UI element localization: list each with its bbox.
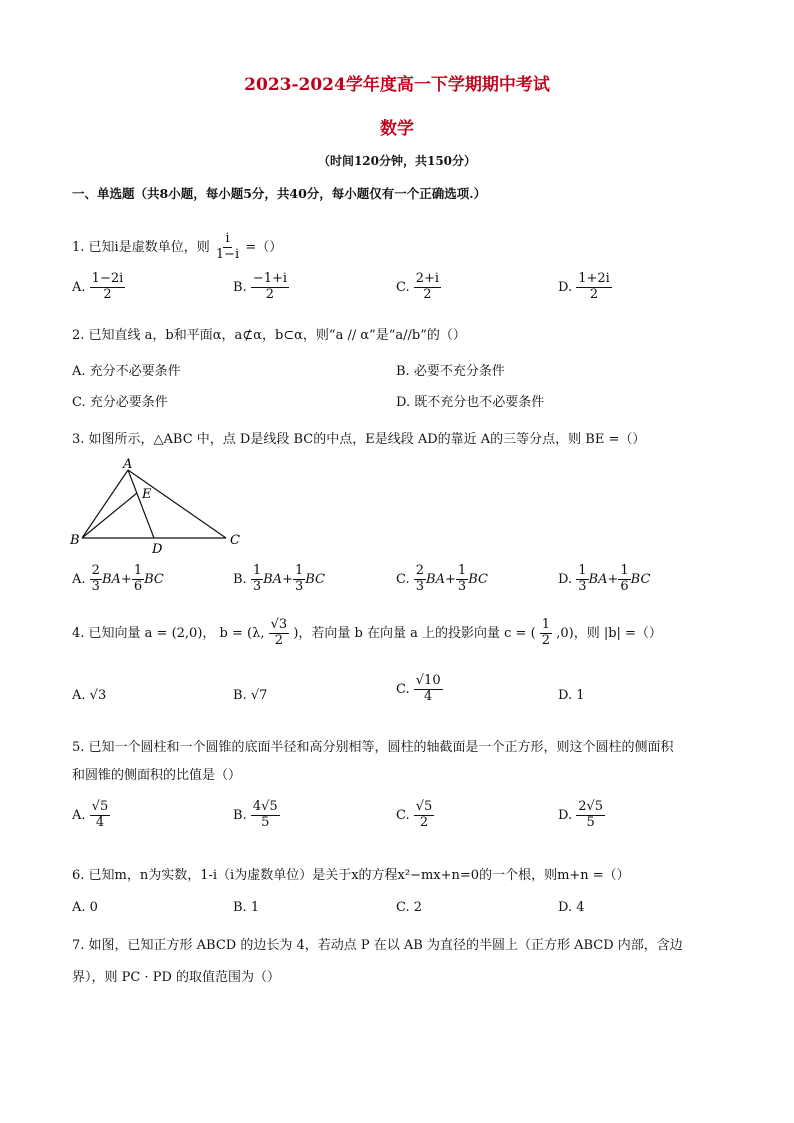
option-text: 充分不必要条件 — [89, 364, 181, 379]
option-fraction — [576, 800, 605, 831]
frac-num: √5 — [415, 799, 433, 814]
q4-option-c — [396, 674, 443, 705]
option-letter: B. — [233, 688, 247, 703]
label-b: B — [70, 533, 80, 548]
section-heading: 一、单选题（共8小题，每小题5分，共40分，每小题仅有一个正确选项.） — [72, 186, 487, 201]
q4-b-part: b = (λ, — [219, 625, 265, 641]
coef-2 — [456, 564, 468, 595]
frac-den: 3 — [578, 578, 587, 594]
q1-fraction — [214, 232, 241, 263]
q4-option-d — [558, 688, 585, 703]
vector-bc: BC — [305, 571, 325, 587]
option-text: √3 — [89, 688, 107, 703]
frac-num: 2+i — [415, 271, 440, 286]
frac-num: 2 — [91, 563, 100, 578]
coef-2 — [293, 564, 305, 595]
frac-num: √5 — [91, 799, 109, 814]
option-text: 必要不充分条件 — [413, 364, 505, 379]
frac-den: 5 — [586, 814, 595, 830]
exam-title: 2023-2024学年度高一下学期期中考试 — [244, 75, 550, 95]
q6-option-c — [396, 900, 422, 915]
plus-sign: + — [282, 571, 293, 587]
frac-num: 1 — [578, 563, 587, 578]
q4-b-fraction — [269, 618, 290, 649]
option-letter: D. — [558, 571, 573, 587]
frac-den: 3 — [457, 578, 467, 594]
frac-num: √10 — [415, 673, 441, 688]
coef-2 — [132, 564, 144, 595]
vector-ba: BA — [588, 571, 608, 587]
option-letter: A. — [72, 364, 86, 379]
option-letter: C. — [396, 571, 410, 587]
option-fraction — [90, 800, 111, 831]
question-7-line-1: 7. 如图，已知正方形 ABCD 的边长为 4，若动点 P 在以 AB 为直径的半圆上（正方形 ABCD 内部，含边 — [72, 938, 683, 953]
option-text: 2 — [413, 900, 423, 915]
triangle-figure — [66, 458, 256, 558]
question-6: 6. 已知m，n为实数，1-i（i为虚数单位）是关于x的方程x²−mx+n=0的一个根，则m+n =（） — [72, 868, 630, 883]
subject-title: 数学 — [380, 119, 414, 139]
coef-2 — [618, 564, 630, 595]
frac-num: 1 — [252, 563, 262, 578]
option-letter: D. — [558, 279, 573, 295]
option-fraction — [414, 674, 443, 705]
segment-be — [82, 493, 137, 538]
q2-option-d — [396, 391, 544, 410]
label-d: D — [152, 542, 163, 557]
q4-option-b — [233, 688, 267, 703]
label-e: E — [142, 487, 152, 502]
q2-option-a — [72, 360, 181, 379]
q6-option-a — [72, 900, 98, 915]
plus-sign: + — [120, 571, 132, 587]
frac-num: 1+2i — [578, 271, 610, 286]
q4-c-fraction — [540, 618, 552, 649]
frac-den: 3 — [91, 578, 100, 594]
coef-1 — [576, 564, 588, 595]
frac-den: 2 — [423, 286, 432, 302]
coef-1 — [251, 564, 263, 595]
frac-num: 1 — [294, 563, 304, 578]
option-letter: D. — [558, 807, 573, 823]
question-2: 2. 已知直线 a，b和平面α，a⊄α，b⊂α，则“a // α”是“a//b”的（） — [72, 328, 466, 343]
option-letter: B. — [396, 364, 410, 379]
frac-den: 2 — [103, 286, 112, 302]
option-letter: B. — [233, 807, 247, 823]
frac-num: 1 — [620, 563, 629, 578]
segment-ab — [82, 470, 128, 538]
option-letter: C. — [72, 395, 86, 410]
question-5-line-1: 5. 已知一个圆柱和一个圆锥的底面半径和高分别相等，圆柱的轴截面是一个正方形，则这个圆柱的侧面积 — [72, 740, 674, 755]
option-text: 4 — [576, 900, 585, 915]
q4-mid: )，若向量 b 在向量 a 上的投影向量 c = ( — [293, 625, 536, 641]
option-letter: C. — [396, 807, 410, 823]
coef-1 — [90, 564, 102, 595]
frac-num: 4√5 — [252, 799, 278, 814]
frac-den: 2 — [589, 286, 599, 302]
vector-bc: BC — [630, 571, 651, 587]
frac-num: 1−2i — [91, 271, 124, 286]
plus-sign: + — [445, 571, 456, 587]
option-fraction — [576, 272, 612, 303]
option-text: 0 — [89, 900, 98, 915]
option-text: 既不充分也不必要条件 — [414, 395, 545, 410]
vector-ba: BA — [263, 571, 283, 587]
q5-option-b — [233, 800, 280, 831]
q3-option-d — [558, 564, 650, 595]
option-letter: B. — [233, 900, 247, 915]
q3-option-a — [72, 564, 164, 595]
option-letter: C. — [396, 900, 410, 915]
q2-option-b — [396, 360, 505, 379]
label-a: A — [123, 458, 133, 472]
frac-num: √3 — [270, 617, 288, 632]
segment-ac — [128, 470, 226, 538]
frac-num: 1 — [541, 617, 551, 632]
option-text: √7 — [250, 688, 268, 703]
option-fraction — [414, 272, 441, 303]
option-letter: A. — [72, 900, 86, 915]
q5-option-d — [558, 800, 605, 831]
q2-option-c — [72, 391, 168, 410]
option-letter: A. — [72, 279, 86, 295]
option-letter: C. — [396, 681, 410, 697]
option-text: 充分必要条件 — [89, 395, 168, 410]
plus-sign: + — [607, 571, 619, 587]
question-5-line-2: 和圆锥的侧面积的比值是（） — [72, 768, 242, 783]
q5-option-a — [72, 800, 110, 831]
option-letter: A. — [72, 688, 86, 703]
label-c: C — [230, 533, 240, 548]
option-fraction — [251, 800, 280, 831]
q1-post: =（） — [245, 239, 283, 255]
question-1 — [72, 232, 282, 263]
frac-den: 4 — [95, 814, 105, 830]
frac-den: 6 — [133, 578, 143, 594]
time-note: （时间120分钟，共150分） — [317, 154, 477, 168]
q3-option-c — [396, 564, 488, 595]
frac-den: 3 — [294, 578, 304, 594]
vector-ba: BA — [101, 571, 121, 587]
option-fraction — [414, 800, 435, 831]
q1-pre: 1. 已知i是虚数单位，则 — [72, 239, 210, 255]
q1-option-c — [396, 272, 441, 303]
option-letter: D. — [558, 900, 573, 915]
q4-post: ,0)，则 |b| =（） — [556, 625, 662, 641]
q1-frac-num: i — [225, 231, 230, 246]
frac-num: −1+i — [252, 271, 288, 286]
q1-option-a — [72, 272, 125, 303]
frac-den: 6 — [620, 578, 629, 594]
frac-den: 2 — [265, 286, 275, 302]
option-letter: C. — [396, 279, 410, 295]
vector-bc: BC — [468, 571, 488, 587]
option-letter: D. — [396, 395, 411, 410]
frac-num: 2 — [415, 563, 425, 578]
frac-den: 3 — [252, 578, 262, 594]
option-letter: B. — [233, 279, 247, 295]
vector-bc: BC — [144, 571, 164, 587]
frac-den: 5 — [261, 814, 270, 830]
option-text: 1 — [250, 900, 260, 915]
frac-den: 2 — [274, 632, 284, 648]
q1-option-b — [233, 272, 289, 303]
frac-den: 2 — [541, 632, 551, 648]
coef-1 — [414, 564, 426, 595]
option-fraction — [251, 272, 289, 303]
option-letter: A. — [72, 571, 86, 587]
question-7-line-2: 界），则 PC · PD 的取值范围为（） — [72, 970, 281, 985]
frac-den: 3 — [415, 578, 425, 594]
segment-ad — [128, 470, 154, 538]
option-letter: D. — [558, 688, 573, 703]
q4-pre: 4. 已知向量 a = (2,0)， — [72, 625, 216, 641]
frac-num: 1 — [457, 563, 467, 578]
q4-option-a — [72, 688, 106, 703]
question-3: 3. 如图所示，△ABC 中，点 D是线段 BC的中点，E是线段 AD的靠近 A的三等分点，则 BE =（） — [72, 432, 646, 447]
q5-option-c — [396, 800, 434, 831]
q6-option-b — [233, 900, 259, 915]
option-fraction — [90, 272, 126, 303]
q1-frac-den: 1−i — [215, 246, 240, 262]
frac-num: 2√5 — [578, 799, 604, 814]
q6-option-d — [558, 900, 585, 915]
option-letter: B. — [233, 571, 247, 587]
question-4 — [72, 618, 662, 649]
frac-den: 4 — [424, 688, 433, 704]
frac-num: 1 — [133, 563, 143, 578]
option-letter: A. — [72, 807, 86, 823]
option-text: 1 — [576, 688, 585, 703]
vector-ba: BA — [426, 571, 445, 587]
q3-option-b — [233, 564, 325, 595]
frac-den: 2 — [419, 814, 429, 830]
q1-option-d — [558, 272, 612, 303]
